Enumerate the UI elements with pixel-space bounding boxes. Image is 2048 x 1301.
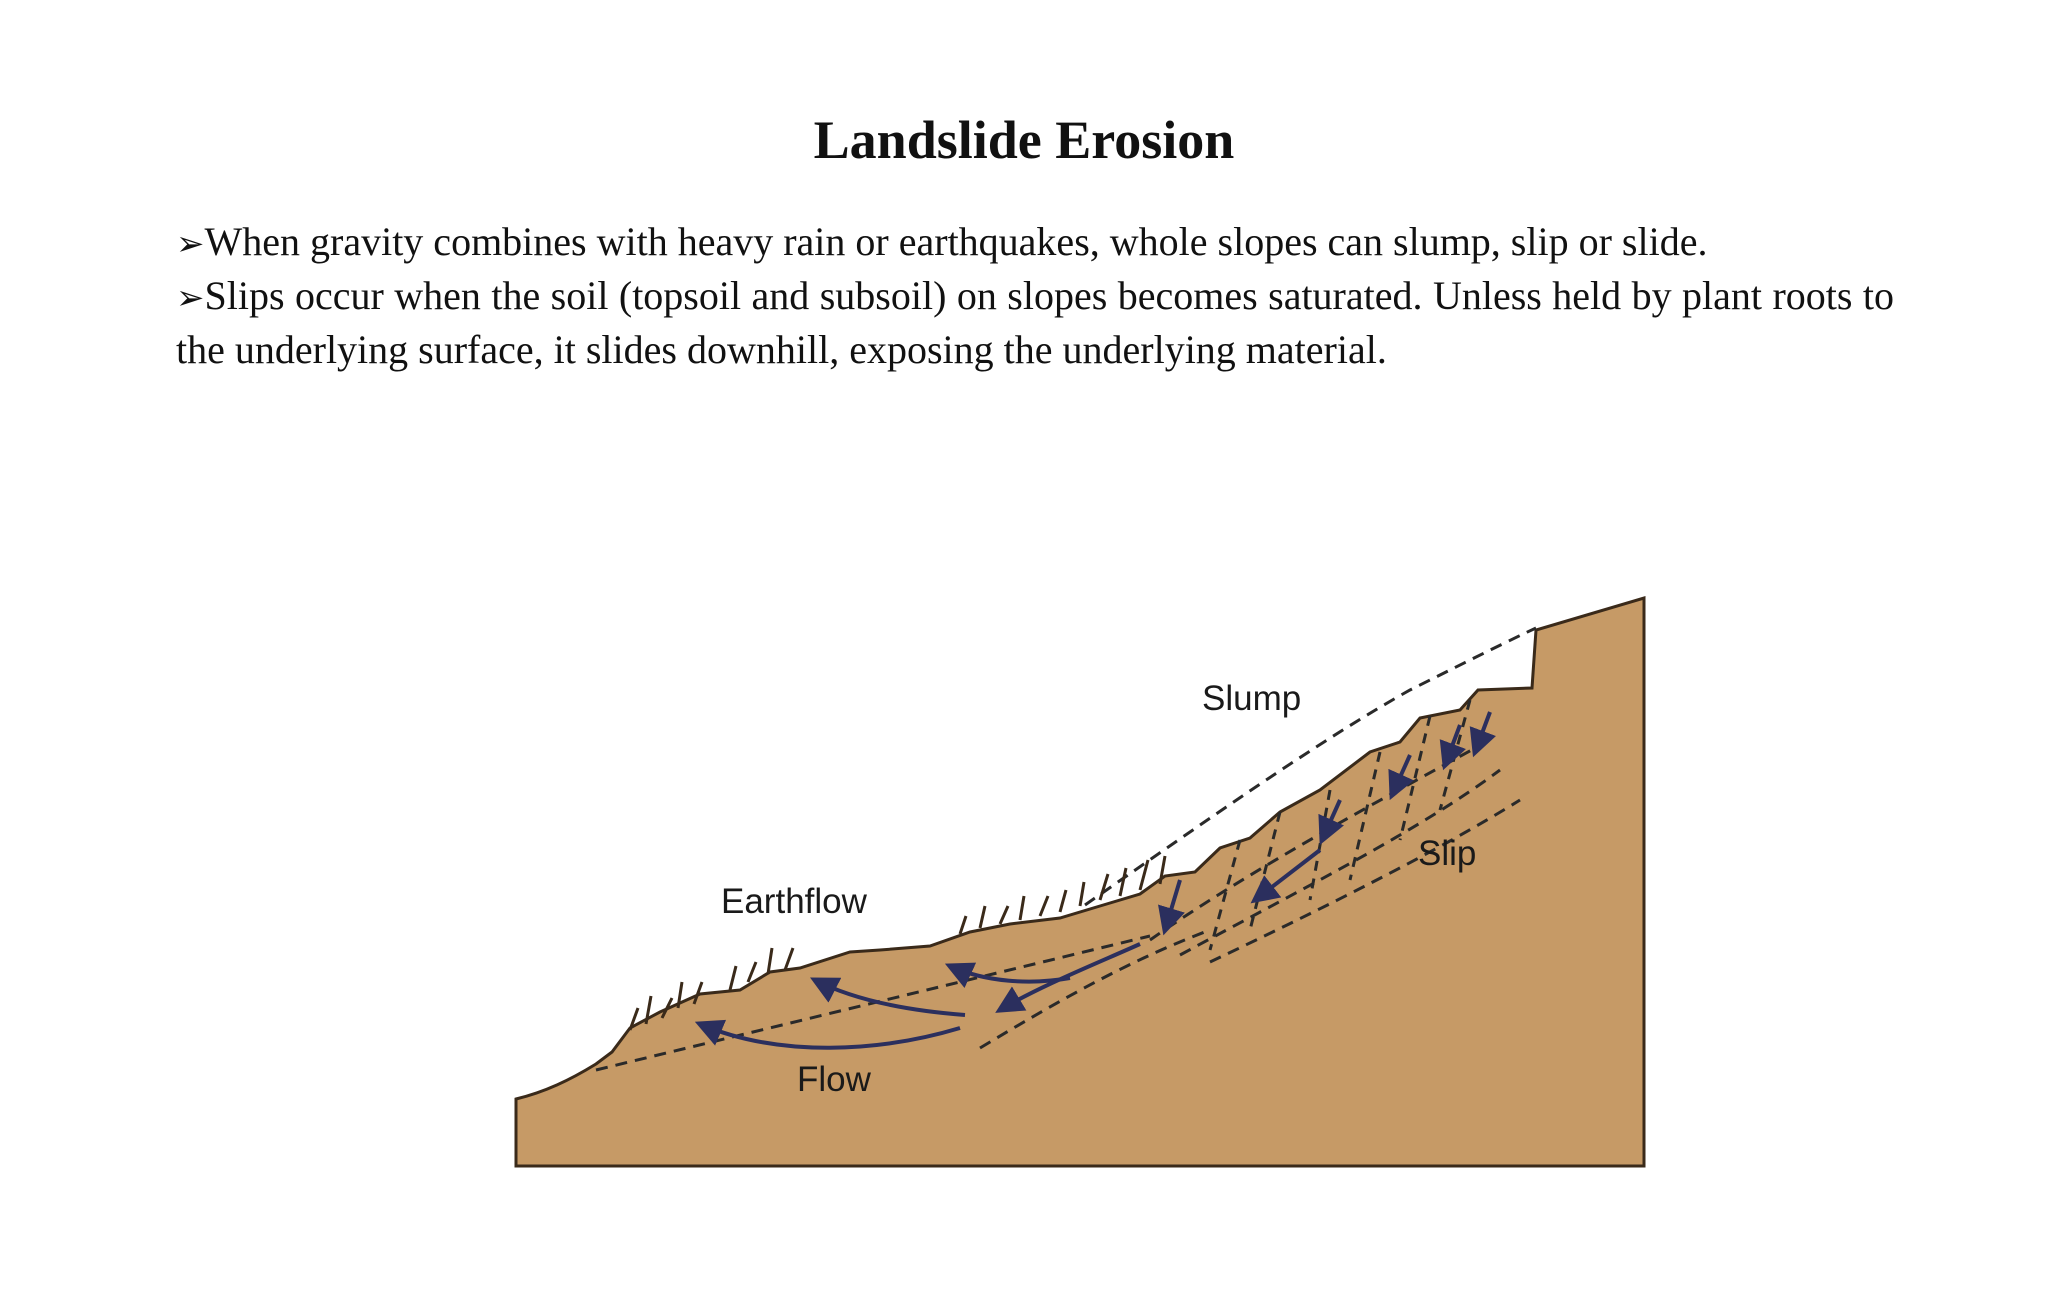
page-title: Landslide Erosion [813,110,1235,170]
bullet-text-1: When gravity combines with heavy rain or earthquakes, whole slopes can slump, slip or slide. [204,219,1708,264]
label-earthflow: Earthflow [721,882,867,921]
arrowhead-bullet-icon: ➢ [176,224,205,264]
arrowhead-bullet-icon: ➢ [176,278,205,318]
hillside-soil-body [516,598,1644,1166]
bullet-text-2: Slips occur when the soil (topsoil and subsoil) on slopes becomes saturated. Unless held by plant roots to the underlying surface, it slides downhill, exposing the underlying material. [176,273,1894,372]
label-slip: Slip [1418,834,1477,873]
label-slump: Slump [1202,679,1302,718]
label-flow: Flow [797,1060,871,1099]
